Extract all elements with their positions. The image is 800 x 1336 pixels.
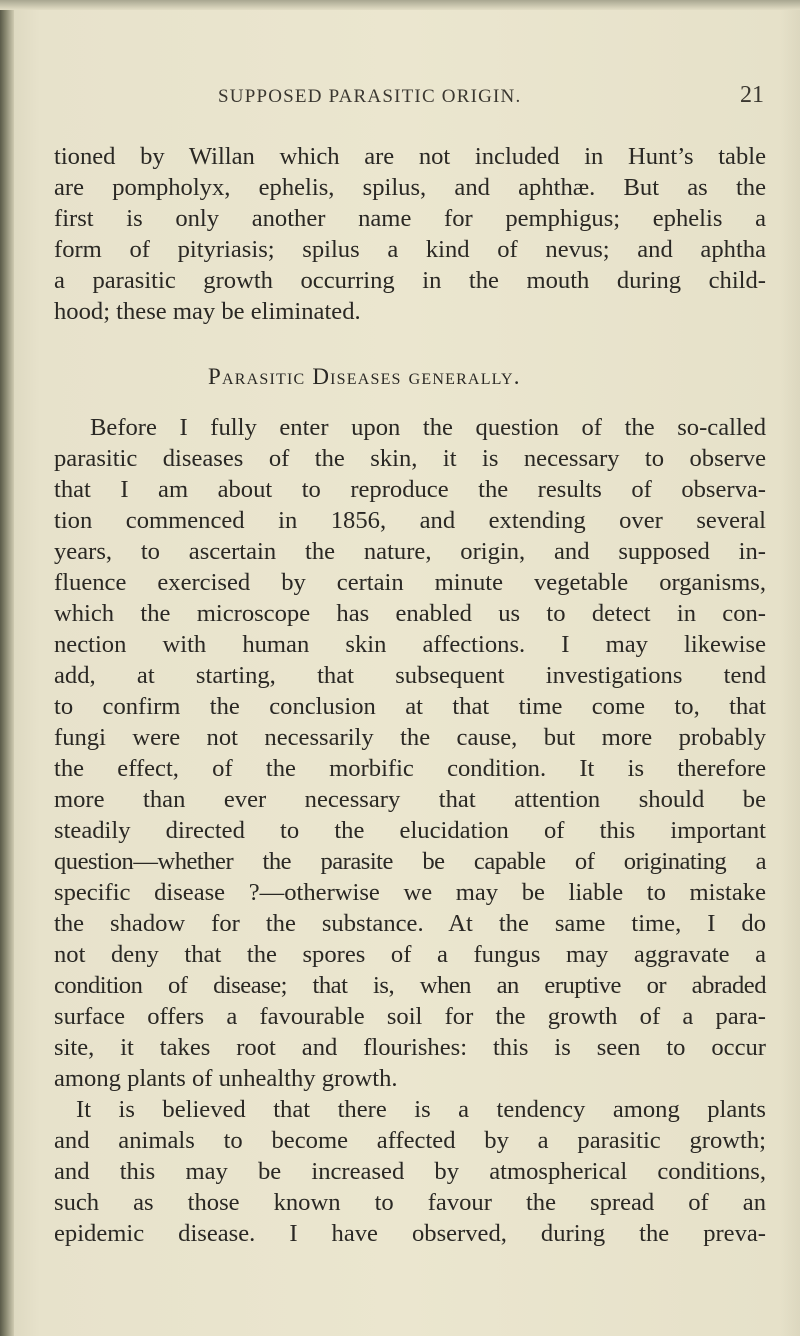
text-line: add, at starting, that subsequent investigations tend xyxy=(54,662,766,689)
text-line: first is only another name for pemphigus; ephelis a xyxy=(54,205,766,232)
text-line: tioned by Willan which are not included in Hunt’s table xyxy=(54,143,766,170)
text-line: form of pityriasis; spilus a kind of nevus; and aphtha xyxy=(54,236,766,263)
text-line: nection with human skin affections. I may likewise xyxy=(54,631,766,658)
text-line: the effect, of the morbific condition. It is therefore xyxy=(54,755,766,782)
section-heading: Parasitic Diseases generally. xyxy=(208,364,521,389)
text-line: fungi were not necessarily the cause, but more probably xyxy=(54,724,766,751)
text-line: Before I fully enter upon the question of the so-called xyxy=(90,414,766,441)
text-line: not deny that the spores of a fungus may aggravate a xyxy=(54,941,766,968)
text-line: epidemic disease. I have observed, during the preva- xyxy=(54,1220,766,1247)
text-line: It is believed that there is a tendency among plants xyxy=(76,1096,766,1123)
text-line: parasitic diseases of the skin, it is necessary to observe xyxy=(54,445,766,472)
text-line: to confirm the conclusion at that time come to, that xyxy=(54,693,766,720)
text-line: question—whether the parasite be capable of originating a xyxy=(54,848,766,875)
text-line: tion commenced in 1856, and extending over several xyxy=(54,507,766,534)
page-number: 21 xyxy=(740,82,764,108)
text-line: specific disease ?—otherwise we may be liable to mistake xyxy=(54,879,766,906)
text-line: hood; these may be eliminated. xyxy=(54,298,361,325)
text-line: such as those known to favour the spread of an xyxy=(54,1189,766,1216)
text-line: and this may be increased by atmospherical conditions, xyxy=(54,1158,766,1185)
running-head: SUPPOSED PARASITIC ORIGIN. xyxy=(218,86,522,107)
text-line: a parasitic growth occurring in the mouth during child- xyxy=(54,267,766,294)
page-top-edge xyxy=(0,0,800,10)
text-line: the shadow for the substance. At the same time, I do xyxy=(54,910,766,937)
book-spine xyxy=(0,0,14,1336)
text-line: surface offers a favourable soil for the growth of a para- xyxy=(54,1003,766,1030)
text-line: years, to ascertain the nature, origin, and supposed in- xyxy=(54,538,766,565)
text-line: that I am about to reproduce the results of observa- xyxy=(54,476,766,503)
text-line: condition of disease; that is, when an eruptive or abraded xyxy=(54,972,766,999)
text-line: are pompholyx, ephelis, spilus, and aphthæ. But as the xyxy=(54,174,766,201)
text-line: fluence exercised by certain minute vegetable organisms, xyxy=(54,569,766,596)
text-line: and animals to become affected by a parasitic growth; xyxy=(54,1127,766,1154)
text-line: steadily directed to the elucidation of this important xyxy=(54,817,766,844)
text-line: more than ever necessary that attention should be xyxy=(54,786,766,813)
text-line: among plants of unhealthy growth. xyxy=(54,1065,398,1092)
text-line: site, it takes root and flourishes: this is seen to occur xyxy=(54,1034,766,1061)
text-line: which the microscope has enabled us to detect in con- xyxy=(54,600,766,627)
